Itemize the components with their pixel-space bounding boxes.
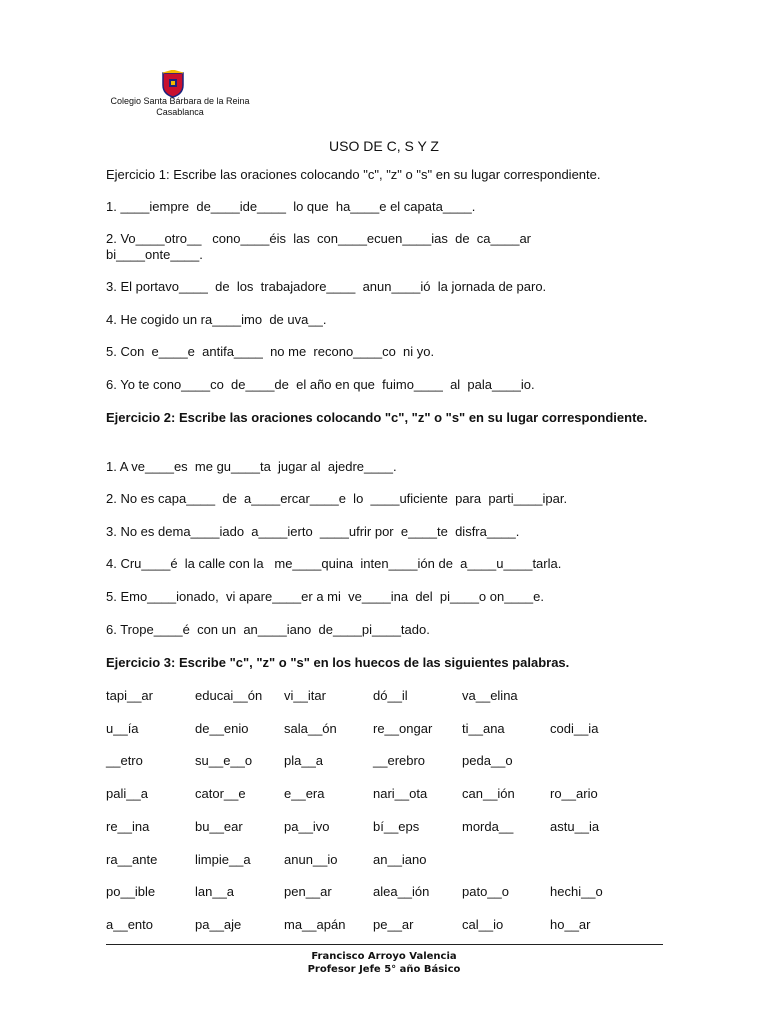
exercise2-item-6: 6. Trope____é con un an____iano de____pi____tado. bbox=[106, 622, 430, 637]
word-item: ro__ario bbox=[550, 786, 598, 801]
word-item: ti__ana bbox=[462, 721, 505, 736]
word-item: __etro bbox=[106, 753, 143, 768]
exercise1-item-5: 5. Con e____e antifa____ no me recono____co ni yo. bbox=[106, 344, 435, 359]
exercise2-item-2: 2. No es capa____ de a____ercar____e lo ____uficiente para parti____ipar. bbox=[106, 491, 568, 506]
word-item: de__enio bbox=[195, 721, 249, 736]
school-header bbox=[100, 96, 260, 118]
word-item: anun__io bbox=[284, 852, 338, 867]
word-item: educai__ón bbox=[195, 688, 263, 703]
word-item: astu__ia bbox=[550, 819, 600, 834]
word-item: cator__e bbox=[195, 786, 246, 801]
word-item: sala__ón bbox=[284, 721, 337, 736]
word-item: pali__a bbox=[106, 786, 148, 801]
footer-role: Profesor Jefe 5° año Básico bbox=[307, 964, 461, 975]
word-item: re__ina bbox=[106, 819, 150, 834]
word-item: ra__ante bbox=[106, 852, 158, 867]
word-item: e__era bbox=[284, 786, 325, 801]
word-item: dó__il bbox=[373, 688, 408, 703]
word-item: su__e__o bbox=[195, 753, 253, 768]
word-item: __erebro bbox=[373, 753, 426, 768]
word-item: codi__ia bbox=[550, 721, 599, 736]
exercise2-item-1: 1. A ve____es me gu____ta jugar al ajedre____. bbox=[106, 459, 397, 474]
word-item: va__elina bbox=[462, 688, 518, 703]
word-item: a__ento bbox=[106, 917, 153, 932]
word-item: bu__ear bbox=[195, 819, 243, 834]
word-item: re__ongar bbox=[373, 721, 433, 736]
exercise1-heading: Ejercicio 1: Escribe las oraciones colocando "c", "z" o "s" en su lugar correspondiente. bbox=[106, 167, 601, 182]
word-item: pen__ar bbox=[284, 884, 332, 899]
word-item: pla__a bbox=[284, 753, 324, 768]
school-name: Colegio Santa Bárbara de la Reina bbox=[110, 96, 250, 106]
word-item: lan__a bbox=[195, 884, 235, 899]
word-item: peda__o bbox=[462, 753, 513, 768]
word-item: cal__io bbox=[462, 917, 504, 932]
footer-name: Francisco Arroyo Valencia bbox=[311, 951, 457, 962]
exercise2-item-5: 5. Emo____ionado, vi apare____er a mi ve____ina del pi____o on____e. bbox=[106, 589, 544, 604]
word-item: pa__ivo bbox=[284, 819, 330, 834]
exercise2-heading: Ejercicio 2: Escribe las oraciones colocando "c", "z" o "s" en su lugar correspondiente. bbox=[106, 410, 648, 425]
exercise1-item-2-cont: bi____onte____. bbox=[106, 247, 203, 262]
exercise2-item-4: 4. Cru____é la calle con la me____quina inten____ión de a____u____tarla. bbox=[106, 556, 562, 571]
word-item: alea__ión bbox=[373, 884, 430, 899]
word-item: bí__eps bbox=[373, 819, 420, 834]
school-city: Casablanca bbox=[156, 107, 204, 117]
exercise1-item-4: 4. He cogido un ra____imo de uva__. bbox=[106, 312, 327, 327]
word-item: ma__apán bbox=[284, 917, 346, 932]
exercise1-item-2: 2. Vo____otro__ cono____éis las con____ecuen____ias de ca____ar bbox=[106, 231, 532, 246]
word-item: vi__itar bbox=[284, 688, 326, 703]
word-item: morda__ bbox=[462, 819, 514, 834]
exercise1-item-3: 3. El portavo____ de los trabajadore____ anun____ió la jornada de paro. bbox=[106, 279, 547, 294]
exercise1-item-1: 1. ____iempre de____ide____ lo que ha____e el capata____. bbox=[106, 199, 476, 214]
page-title: USO DE C, S Y Z bbox=[329, 138, 439, 154]
word-item: can__ión bbox=[462, 786, 515, 801]
word-item: po__ible bbox=[106, 884, 156, 899]
word-item: pa__aje bbox=[195, 917, 242, 932]
word-item: nari__ota bbox=[373, 786, 428, 801]
footer-divider bbox=[106, 944, 663, 945]
word-item: ho__ar bbox=[550, 917, 591, 932]
school-crest-icon bbox=[160, 70, 186, 98]
word-item: an__iano bbox=[373, 852, 427, 867]
exercise2-item-3: 3. No es dema____iado a____ierto ____ufrir por e____te disfra____. bbox=[106, 524, 520, 539]
word-item: u__ía bbox=[106, 721, 139, 736]
word-item: limpie__a bbox=[195, 852, 251, 867]
word-item: pato__o bbox=[462, 884, 509, 899]
word-item: hechi__o bbox=[550, 884, 603, 899]
word-item: tapi__ar bbox=[106, 688, 153, 703]
exercise3-heading: Ejercicio 3: Escribe "c", "z" o "s" en los huecos de las siguientes palabras. bbox=[106, 655, 570, 670]
exercise1-item-6: 6. Yo te cono____co de____de el año en que fuimo____ al pala____io. bbox=[106, 377, 535, 392]
word-item: pe__ar bbox=[373, 917, 414, 932]
